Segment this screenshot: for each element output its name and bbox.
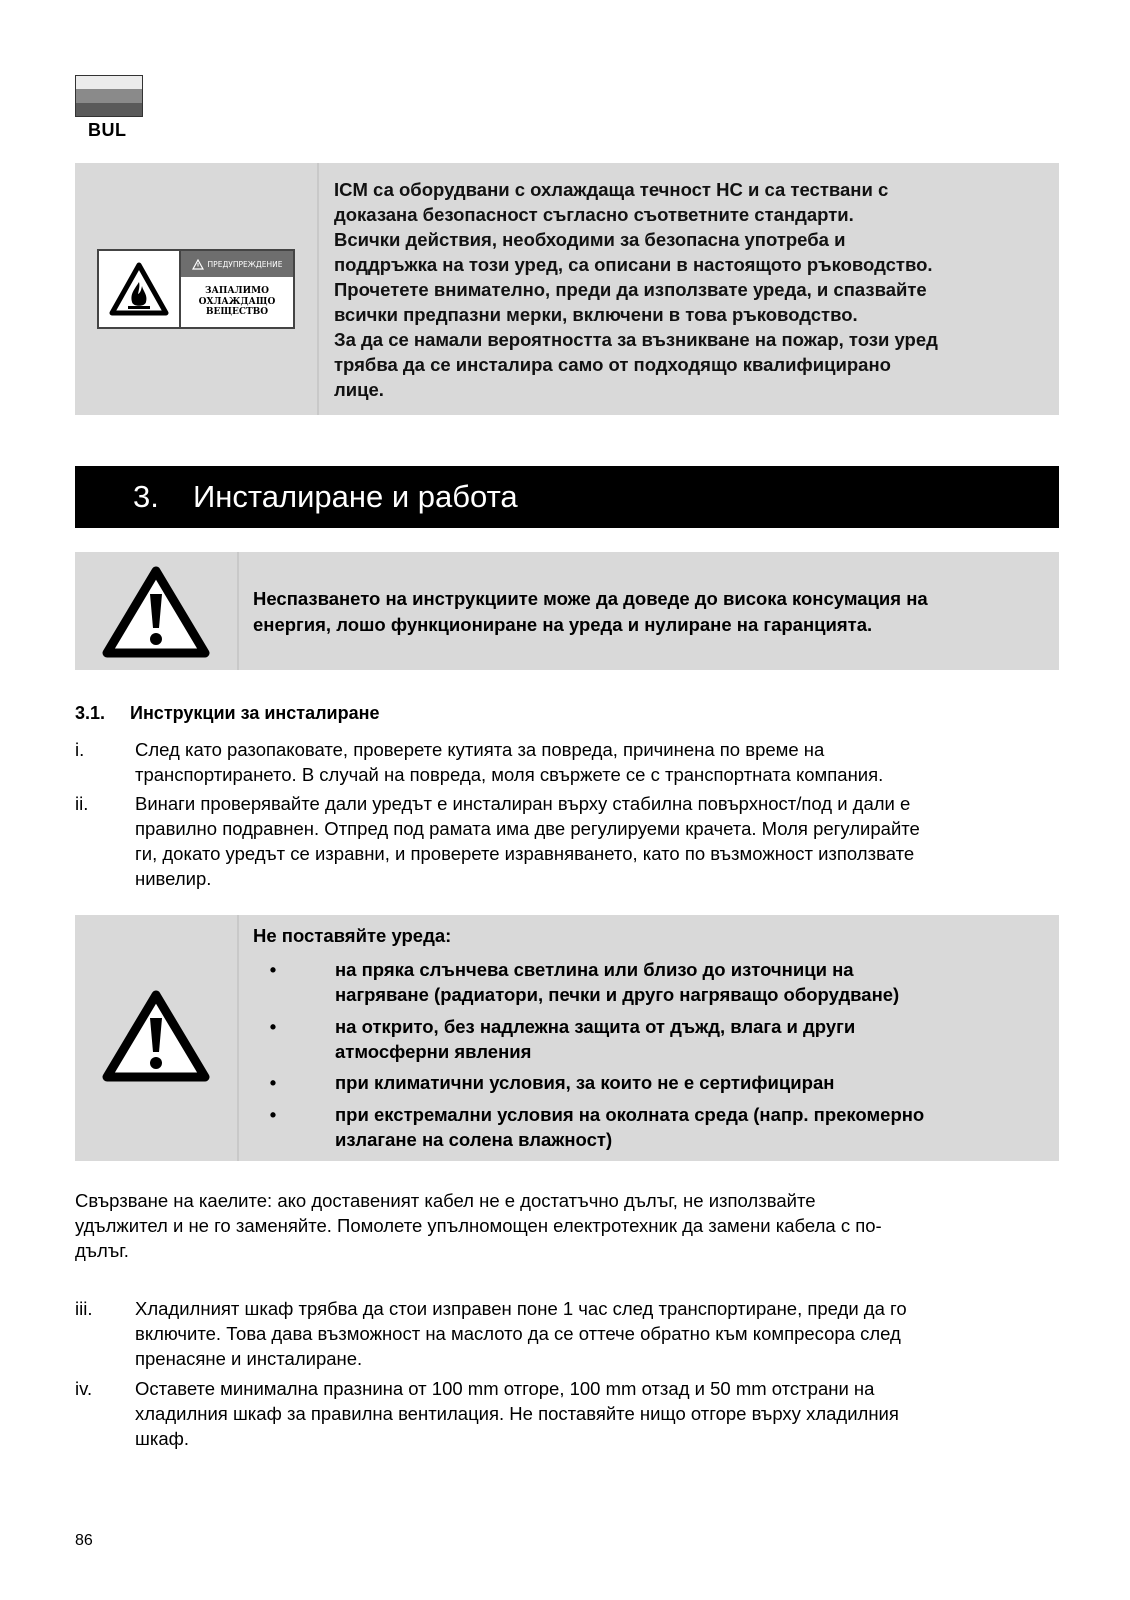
warning-label-line: ЗАПАЛИМО [205,286,269,297]
subsection-heading [75,703,380,724]
warranty-warning-text [253,586,1053,638]
list-item-number: iv. [75,1378,93,1399]
section-heading [75,466,1059,528]
warning-label-line: ВЕЩЕСТВО [205,307,269,318]
notice-line: трябва да се инсталира само от подходящо квалифицирано [334,354,891,375]
section-number: 3. [133,479,159,514]
bullet-marker: • [269,1072,277,1093]
list-item-number: i. [75,739,85,760]
notice-line: доказана безопасност съгласно съответните стандарти. [334,204,854,225]
warning-line: енергия, лошо функциониране на уреда и нулиране на гаранцията. [253,614,873,635]
bullet-line: атмосферни явления [335,1041,532,1062]
placement-warning-heading: Не поставяйте уреда: [253,925,452,946]
bullet-line: нагряване (радиатори, печки и друго нагряващо оборудване) [335,984,900,1005]
list-item-line: включите. Това дава възможност на маслото да се оттече обратно към компресора след [135,1323,901,1344]
list-item-line: Оставете минимална празнина от 100 mm отгоре, 100 mm отзад и 50 mm отстрани на [135,1378,875,1399]
language-code: BUL [88,120,127,140]
small-warning-icon [192,259,204,270]
bullet-line: при екстремални условия на околната среда (напр. прекомерно [335,1104,925,1125]
list-item-line: нивелир. [135,868,212,889]
notice-line: Всички действия, необходими за безопасна употреба и [334,229,846,250]
list-item-line: шкаф. [135,1428,189,1449]
subsection-number: 3.1. [75,703,106,723]
list-item-number: iii. [75,1298,93,1319]
list-item-line: транспортирането. В случай на повреда, моля свържете се с транспортната компания. [135,764,884,785]
warning-line: Неспазването на инструкциите може да доведе до висока консумация на [253,588,928,609]
flammable-warning-label [97,249,295,329]
flammable-refrigerant-notice [75,163,1059,415]
flammable-icon [99,251,181,327]
section-title: Инсталиране и работа [193,479,518,514]
list-item-line: пренасяне и инсталиране. [135,1348,363,1369]
refrigerant-notice-text [334,177,1049,402]
bullet-line: излагане на солена влажност) [335,1129,613,1150]
warning-label-line: ОХЛАЖДАЩО [198,296,276,307]
paragraph-line: удължител и не го заменяйте. Помолете упълномощен електротехник да замени кабела с по- [75,1215,882,1236]
bullet-line: на открито, без надлежна защита от дъжд, влага и други [335,1016,856,1037]
bullet-marker: • [269,959,277,980]
bullet-marker: • [269,1016,277,1037]
paragraph-line: Свързване на каелите: ако доставеният кабел не е достатъчно дълъг, не използвайте [75,1190,816,1211]
list-item-line: хладилния шкаф за правилна вентилация. Не поставяйте нищо отгоре върху хладилния [135,1403,899,1424]
notice-line: ICM са оборудвани с охлаждаща течност HC и са тествани с [334,179,889,200]
list-item-line: Хладилният шкаф трябва да стои изправен поне 1 час след транспортиране, преди да го [135,1298,907,1319]
paragraph-line: дълъг. [75,1240,129,1261]
bullet-marker: • [269,1104,277,1125]
list-item-number: ii. [75,793,89,814]
list-item-line: правилно подравнен. Отпред под рамата има две регулируеми крачета. Моля регулирайте [135,818,920,839]
notice-line: лице. [334,379,384,400]
warning-triangle-icon [101,988,211,1084]
list-item-line: След като разопаковате, проверете кутията за повреда, причинена по време на [135,739,825,760]
subsection-title: Инструкции за инсталиране [130,703,380,723]
notice-line: всички предпазни мерки, включени в това ръководство. [334,304,858,325]
bullet-line: при климатични условия, за които не е сертифициран [335,1072,835,1093]
bulgarian-flag-icon [75,75,143,117]
notice-line: Прочетете внимателно, преди да използвате уреда, и спазвайте [334,279,927,300]
cable-connection-paragraph [75,1188,1065,1263]
warning-triangle-icon [101,564,211,660]
list-item-line: Винаги проверявайте дали уредът е инсталиран върху стабилна повърхност/под и дали е [135,793,911,814]
notice-line: поддръжка на този уред, са описани в настоящото ръководство. [334,254,933,275]
warning-label-header: ПРЕДУПРЕЖДЕНИЕ [207,259,283,269]
list-item-line: ги, докато уредът се изравни, и проверете изравняването, като по възможност използвате [135,843,915,864]
placement-warning-box [75,915,1059,1161]
notice-line: За да се намали вероятността за възникване на пожар, този уред [334,329,938,350]
warranty-warning-box [75,552,1059,670]
page-number: 86 [75,1532,93,1549]
bullet-line: на пряка слънчева светлина или близо до източници на [335,959,854,980]
